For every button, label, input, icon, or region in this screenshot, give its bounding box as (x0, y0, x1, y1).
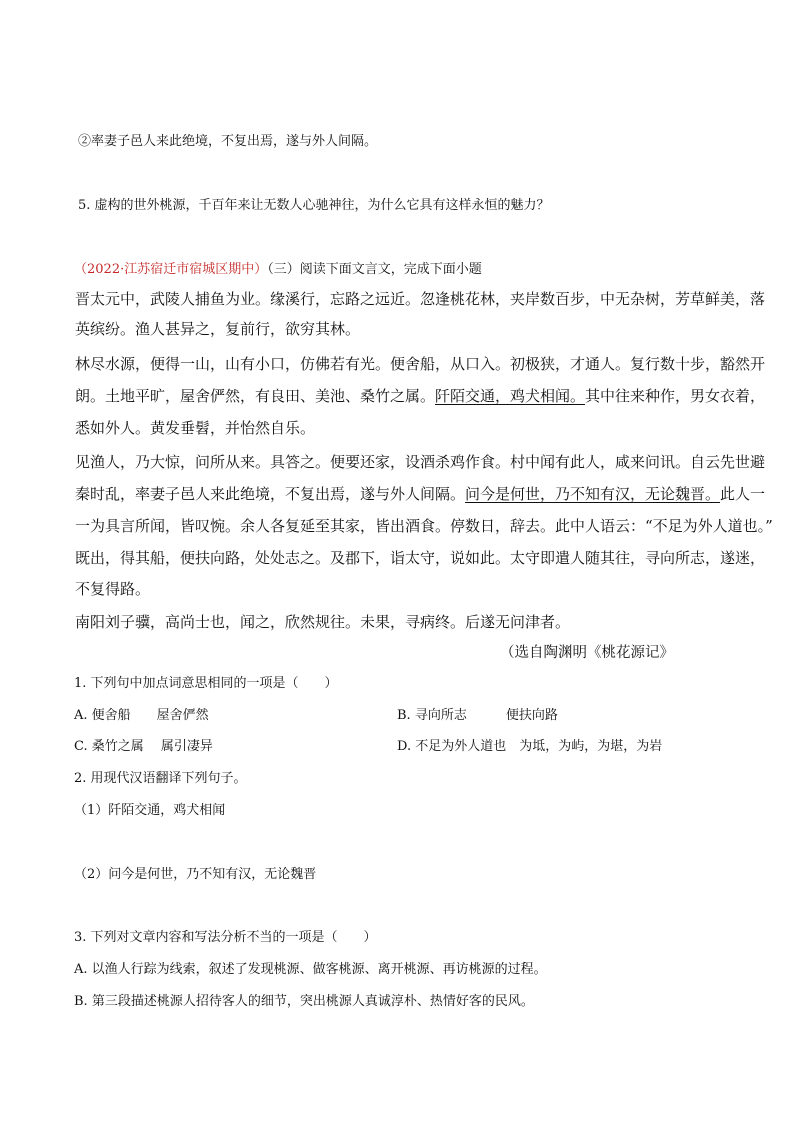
section-instruction: （三）阅读下面文言文，完成下面小题 (267, 262, 482, 277)
question-stem: 3. 下列对文章内容和写法分析不当的一项是（ ） (74, 930, 377, 945)
option-b: B. 寻向所志 便扶向路 (397, 708, 558, 723)
source-tag: （2022·江苏宿迁市宿城区期中） (74, 262, 268, 277)
passage-line: 不复得路。 (75, 580, 151, 598)
passage-line: 悉如外人。黄发垂髫，并怡然自乐。 (75, 419, 316, 437)
passage-line: 南阳刘子骥，高尚士也，闻之，欣然规往。未果，寻病终。后遂无问津者。 (75, 613, 571, 631)
passage-text: 朗。土地平旷，屋舍俨然，有良田、美池、桑竹之属。 (75, 387, 436, 405)
attribution: （选自陶渊明《桃花源记》 (500, 645, 674, 661)
previous-answer-line: ②率妻子邑人来此绝境，不复出焉，遂与外人间隔。 (78, 134, 378, 149)
passage-line (75, 386, 765, 406)
passage-line: 英缤纷。渔人甚异之，复前行，欲穷其林。 (75, 320, 361, 338)
option-a: A. 以渔人行踪为线索，叙述了发现桃源、做客桃源、离开桃源、再访桃源的过程。 (74, 962, 547, 977)
passage-line (75, 484, 765, 504)
question-5: 5. 虚构的世外桃源，千百年来让无数人心驰神往，为什么它具有这样永恒的魅力？ (78, 198, 550, 213)
sub-question-2: （2）问今是何世，乃不知有汉，无论魏晋 (74, 867, 317, 882)
option-c: C. 桑竹之属 属引凄异 (74, 739, 213, 754)
passage-line: 林尽水源，便得一山，山有小口，仿佛若有光。便舍船，从口入。初极狭，才通人。复行数十步，豁然开 (75, 355, 766, 373)
passage-text: 秦时乱，率妻子邑人来此绝境，不复出焉，遂与外人间隔。 (75, 485, 466, 503)
passage-text: 此人一 (720, 485, 766, 503)
underlined-sentence: 阡陌交通，鸡犬相闻。 (435, 387, 586, 405)
passage-line: 既出，得其船，便扶向路，处处志之。及郡下，诣太守，说如此。太守即遣人随其往，寻向所志，遂迷， (75, 549, 766, 567)
section-heading (74, 261, 482, 279)
option-b: B. 第三段描述桃源人招待客人的细节，突出桃源人真诚淳朴、热情好客的民风。 (74, 994, 534, 1009)
sub-question-1: （1）阡陌交通，鸡犬相闻 (74, 803, 226, 818)
passage-line: 一为具言所闻，皆叹惋。余人各复延至其家，皆出酒食。停数日，辞去。此中人语云：“不足为外人道也。” (75, 517, 773, 535)
question-stem: 2. 用现代汉语翻译下列句子。 (74, 771, 247, 786)
option-d: D. 不足为外人道也 为坻，为屿，为堪，为岩 (397, 739, 663, 754)
option-a: A. 便舍船 屋舍俨然 (74, 708, 209, 723)
passage-line: 晋太元中，武陵人捕鱼为业。缘溪行，忘路之远近。忽逢桃花林，夹岸数百步，中无杂树，芳草鲜美，落 (75, 290, 766, 308)
question-stem: 1. 下列句中加点词意思相同的一项是（ ） (74, 676, 338, 691)
passage-line: 见渔人，乃大惊，问所从来。具答之。便要还家，设酒杀鸡作食。村中闻有此人，咸来问讯。自云先世避 (75, 453, 766, 471)
passage-text: 其中往来种作，男女衣着， (585, 387, 766, 405)
underlined-sentence: 问今是何世，乃不知有汉，无论魏晋。 (465, 485, 721, 503)
